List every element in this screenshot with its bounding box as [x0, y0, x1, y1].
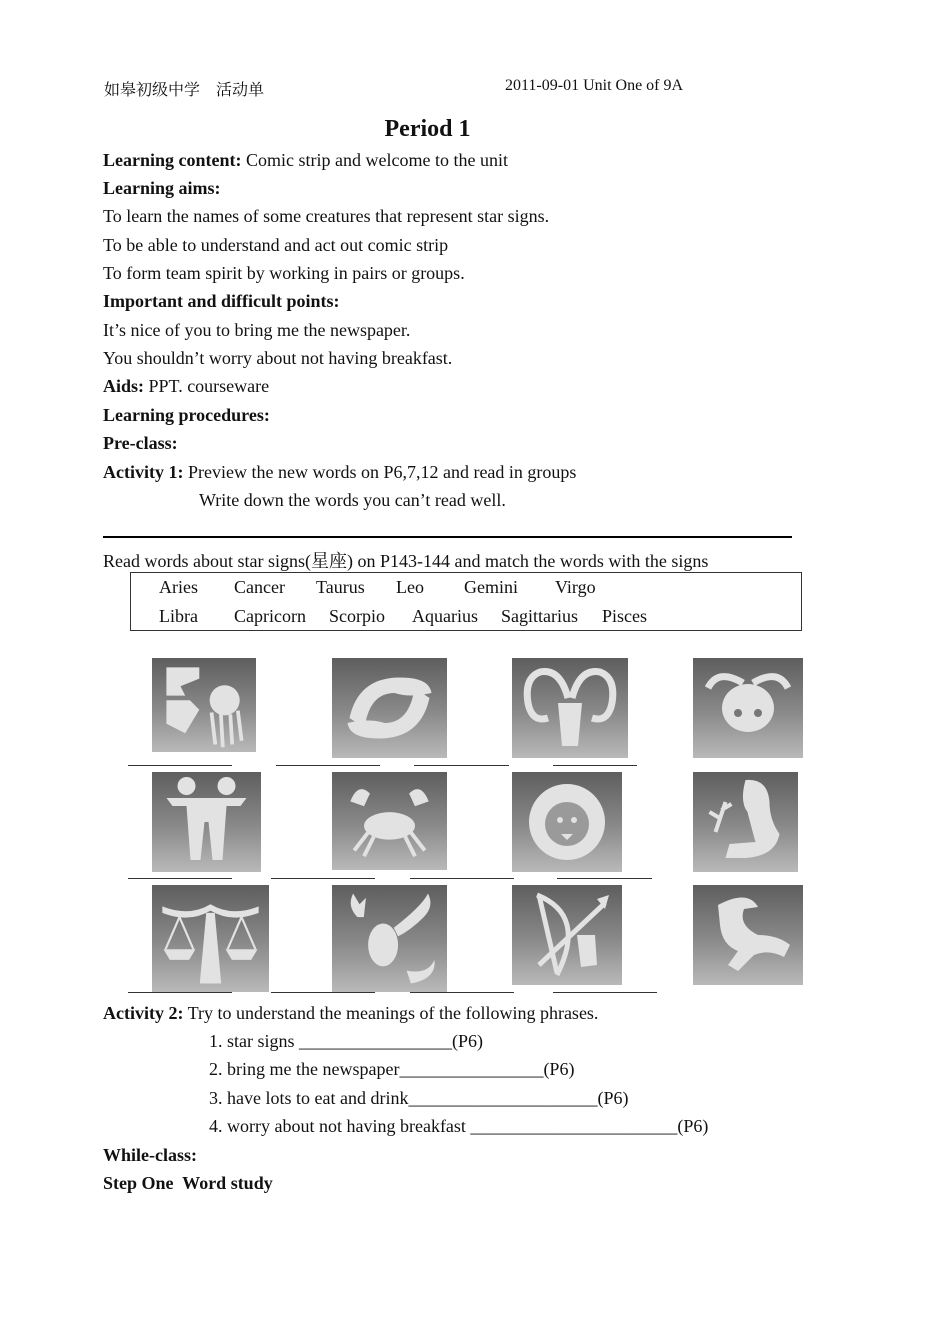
cancer-icon — [332, 772, 447, 870]
sign-word: Virgo — [555, 577, 596, 597]
answer-blank[interactable] — [128, 992, 232, 993]
aids — [103, 376, 269, 397]
sign-word: Gemini — [464, 577, 518, 597]
phrase-item[interactable]: 4. worry about not having breakfast _______________________(P6) — [209, 1116, 709, 1136]
answer-blank[interactable] — [410, 878, 514, 879]
sagittarius-icon — [512, 885, 622, 985]
libra-icon — [152, 885, 269, 992]
learning-content-label: Learning content: — [103, 150, 242, 170]
aim-item: To form team spirit by working in pairs or groups. — [103, 263, 465, 283]
scorpio-icon — [332, 885, 447, 992]
learning-content-text: Comic strip and welcome to the unit — [241, 150, 508, 170]
step-one-heading: Step One Word study — [103, 1173, 273, 1193]
activity1-sub: Write down the words you can’t read well. — [199, 490, 506, 510]
answer-blank[interactable] — [276, 765, 380, 766]
sign-word: Leo — [396, 577, 424, 597]
while-class-heading: While-class: — [103, 1145, 197, 1165]
answer-blank[interactable] — [410, 992, 514, 993]
learning-aims-label: Learning aims: — [103, 178, 221, 198]
aids-text: PPT. courseware — [144, 376, 270, 396]
answer-blank[interactable] — [414, 765, 509, 766]
learning-content — [103, 150, 508, 171]
answer-blank[interactable] — [553, 992, 657, 993]
point-item: You shouldn’t worry about not having breakfast. — [103, 348, 453, 368]
sign-word: Pisces — [602, 606, 647, 626]
school-header: 如皋初级中学 活动单 — [104, 82, 265, 99]
activity1 — [103, 462, 576, 483]
capricorn-icon — [693, 885, 803, 985]
answer-blank[interactable] — [128, 765, 232, 766]
answer-blank[interactable] — [271, 878, 375, 879]
answer-blank[interactable] — [128, 878, 232, 879]
sign-word: Scorpio — [329, 606, 385, 626]
date-unit-header: 2011-09-01 Unit One of 9A — [505, 77, 684, 94]
answer-rule[interactable] — [103, 536, 792, 538]
sign-word: Cancer — [234, 577, 285, 597]
sign-word: Sagittarius — [501, 606, 578, 626]
points-label: Important and difficult points: — [103, 291, 340, 311]
activity2 — [103, 1003, 598, 1024]
match-instruction: Read words about star signs(星座) on P143-144 and match the words with the signs — [103, 551, 709, 571]
activity1-label: Activity 1: — [103, 462, 184, 482]
activity1-text: Preview the new words on P6,7,12 and read in groups — [183, 462, 577, 482]
pre-class-heading: Pre-class: — [103, 433, 178, 453]
answer-blank[interactable] — [557, 878, 652, 879]
leo-icon — [512, 772, 622, 872]
sign-word-box — [130, 572, 802, 631]
procedures-heading: Learning procedures: — [103, 405, 270, 425]
activity2-text: Try to understand the meanings of the following phrases. — [183, 1003, 599, 1023]
sign-word: Taurus — [316, 577, 365, 597]
pisces-icon — [332, 658, 447, 758]
taurus-icon — [693, 658, 803, 758]
phrase-item[interactable]: 1. star signs _________________(P6) — [209, 1031, 483, 1051]
phrase-item[interactable]: 2. bring me the newspaper________________(P6) — [209, 1059, 575, 1079]
aries-icon — [512, 658, 628, 758]
phrase-item[interactable]: 3. have lots to eat and drink_____________________(P6) — [209, 1088, 629, 1108]
virgo-icon — [693, 772, 798, 872]
aquarius-icon — [152, 658, 256, 752]
gemini-icon — [152, 772, 261, 872]
page-title: Period 1 — [384, 116, 471, 142]
answer-blank[interactable] — [553, 765, 637, 766]
sign-word: Capricorn — [234, 606, 306, 626]
point-item: It’s nice of you to bring me the newspaper. — [103, 320, 411, 340]
sign-word: Libra — [159, 606, 198, 626]
aim-item: To be able to understand and act out comic strip — [103, 235, 449, 255]
sign-word: Aquarius — [412, 606, 478, 626]
aids-label: Aids: — [103, 376, 145, 396]
sign-word: Aries — [159, 577, 198, 597]
aim-item: To learn the names of some creatures that represent star signs. — [103, 206, 550, 226]
answer-blank[interactable] — [271, 992, 375, 993]
activity2-label: Activity 2: — [103, 1003, 184, 1023]
